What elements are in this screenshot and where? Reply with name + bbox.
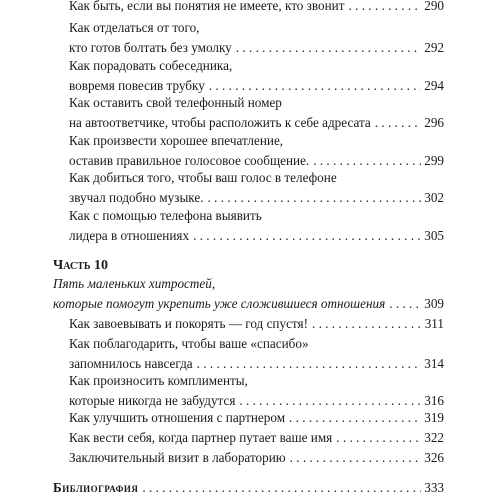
toc-entry-text: Как быть, если вы понятия не имеете, кто звонит: [69, 0, 345, 13]
toc-page-number: 326: [424, 450, 444, 465]
toc-entry-text: Как отделаться от того,: [69, 20, 200, 35]
part-subtitle-text: которые помогут укрепить уже сложившиеся отношения: [53, 296, 386, 311]
toc-entry: [69, 314, 444, 334]
toc-page-number: 294: [424, 78, 444, 93]
toc-entry: [69, 168, 444, 208]
toc-page-number: 302: [424, 190, 444, 205]
leader-dots: [290, 448, 422, 468]
toc-entry: [69, 0, 444, 16]
toc-entry-text: Как улучшить отношения с партнером: [69, 410, 286, 425]
toc-page-number: 296: [424, 115, 444, 130]
toc-page-number: 311: [424, 316, 444, 331]
toc-entry: [69, 56, 444, 96]
toc-page-number: 322: [424, 430, 444, 445]
toc-entry-text: Как произносить комплименты,: [69, 373, 248, 388]
toc-entry-text: Как с помощью телефона выявить: [69, 208, 262, 223]
toc-entry-text: Как произвести хорошее впечатление,: [69, 133, 284, 148]
toc-entry: [69, 334, 444, 374]
toc-page-number: 316: [424, 393, 444, 408]
toc-entry-text: Как порадовать собеседника,: [69, 58, 233, 73]
toc-entry-text: на автоответчике, чтобы расположить к себе адресата: [69, 115, 371, 130]
bibliography-label: Библиография: [53, 480, 139, 495]
toc-entry-text: Как поблагодарить, чтобы ваше «спасибо»: [69, 336, 309, 351]
toc-page-number: 305: [424, 228, 444, 243]
bibliography-entry: [53, 478, 444, 498]
toc-page-number: 290: [424, 0, 444, 13]
leader-dots: [349, 0, 422, 16]
leader-dots: [236, 38, 421, 58]
leader-dots: [389, 294, 421, 314]
toc-entry-text: Как вести себя, когда партнер путает ваше имя: [69, 430, 333, 445]
toc-entry: [69, 408, 444, 428]
toc-entry: [69, 131, 444, 171]
toc-entry-text: Как добиться того, чтобы ваш голос в телефоне: [69, 170, 337, 185]
toc-entry-text: лидера в отношениях: [69, 228, 190, 243]
toc-entry-text: запомнилось навсегда: [69, 356, 193, 371]
toc-entry-text: которые никогда не забудутся: [69, 393, 236, 408]
toc-entry-text: Заключительный визит в лабораторию: [69, 450, 286, 465]
toc-entry-text: Как оставить свой телефонный номер: [69, 95, 282, 110]
toc-entry: [69, 206, 444, 246]
toc-entry: [69, 18, 444, 58]
leader-dots: [375, 113, 421, 133]
toc-entry-text: кто готов болтать без умолку: [69, 40, 232, 55]
toc-page-number: 319: [424, 410, 444, 425]
part-title: Часть 10: [53, 258, 109, 273]
part-subtitle: [53, 274, 444, 314]
toc-entry: [69, 428, 444, 448]
toc-entry: [69, 448, 444, 468]
toc-page-number: 292: [424, 40, 444, 55]
leader-dots: [336, 428, 421, 448]
leader-dots: [193, 226, 421, 246]
leader-dots: [208, 188, 422, 208]
leader-dots: [312, 314, 422, 334]
toc-page-number: 333: [424, 480, 444, 495]
leader-dots: [289, 408, 421, 428]
toc-entry-text: оставив правильное голосовое сообщение.: [69, 153, 310, 168]
leader-dots: [142, 478, 421, 498]
part-subtitle-text: Пять маленьких хитростей,: [53, 276, 216, 291]
toc-page-number: 309: [424, 296, 444, 311]
toc-entry-text: звучал подобно музыке.: [69, 190, 204, 205]
toc-page-number: 299: [424, 153, 444, 168]
toc-entry-text: вовремя повесив трубку: [69, 78, 205, 93]
toc-entry: [69, 93, 444, 133]
toc-page-number: 314: [424, 356, 444, 371]
toc-entry: [69, 371, 444, 411]
toc-entry-text: Как завоевывать и покорять — год спустя!: [69, 316, 308, 331]
